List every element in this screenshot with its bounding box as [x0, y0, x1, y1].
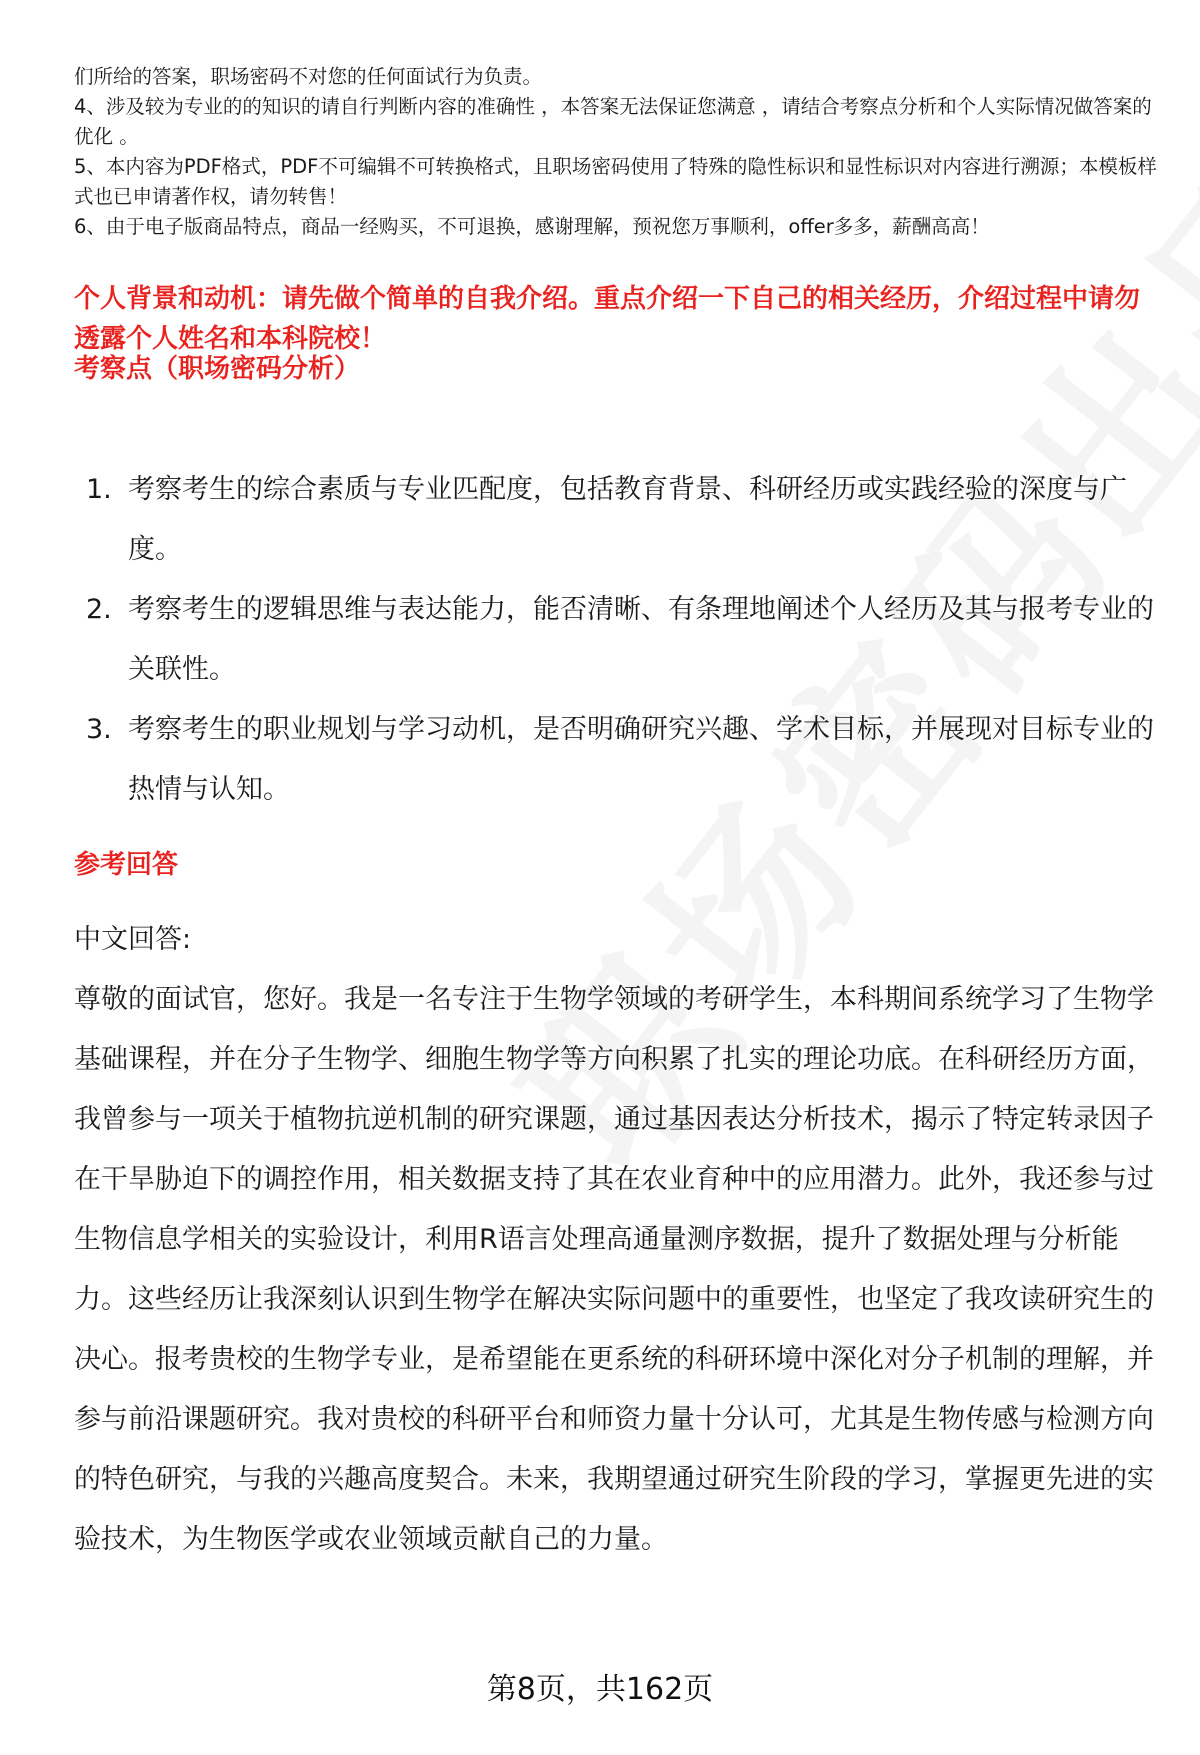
answer-label: 中文回答: [74, 924, 192, 955]
notice-block [74, 62, 1164, 242]
reference-heading: 参考回答 [74, 850, 179, 880]
answer-block [74, 910, 1154, 1570]
analysis-heading: 考察点（职场密码分析） [74, 354, 361, 384]
question-heading: 个人背景和动机：请先做个简单的自我介绍。重点介绍一下自己的相关经历，介绍过程中请勿透露个人姓名和本科院校！ [74, 284, 1141, 354]
point-number: 3. [86, 714, 112, 745]
point-text: 考察考生的职业规划与学习动机，是否明确研究兴趣、学术目标，并展现对目标专业的热情与认知。 [128, 714, 1154, 805]
analysis-points [74, 460, 1154, 820]
analysis-point [74, 460, 1154, 580]
analysis-point [74, 700, 1154, 820]
notice-line: 5、本内容为PDF格式，PDF不可编辑不可转换格式，且职场密码使用了特殊的隐性标识和显性标识对内容进行溯源；本模板样式也已申请著作权，请勿转售！ [74, 155, 1157, 208]
point-text: 考察考生的综合素质与专业匹配度，包括教育背景、科研经历或实践经验的深度与广度。 [128, 474, 1127, 565]
answer-body: 尊敬的面试官，您好。我是一名专注于生物学领域的考研学生，本科期间系统学习了生物学基础课程，并在分子生物学、细胞生物学等方向积累了扎实的理论功底。在科研经历方面，我曾参与一项关于植物抗逆机制的研究课题，通过基因表达分析技术，揭示了特定转录因子在干旱胁迫下的调控作用，相关数据支持了其在农业育种中的应用潜力。此外，我还参与过生物信息学相关的实验设计，利用R语言处理高通量测序数据，提升了数据处理与分析能力。这些经历让我深刻认识到生物学在解决实际问题中的重要性，也坚定了我攻读研究生的决心。报考贵校的生物学专业，是希望能在更系统的科研环境中深化对分子机制的理解，并参与前沿课题研究。我对贵校的科研平台和师资力量十分认可，尤其是生物传感与检测方向的特色研究，与我的兴趣高度契合。未来，我期望通过研究生阶段的学习，掌握更先进的实验技术，为生物医学或农业领域贡献自己的力量。 [74, 984, 1154, 1555]
point-number: 2. [86, 594, 112, 625]
analysis-point [74, 580, 1154, 700]
notice-line: 6、由于电子版商品特点，商品一经购买，不可退换，感谢理解，预祝您万事顺利，offer多多，薪酬高高！ [74, 215, 990, 238]
notice-line: 4、涉及较为专业的的知识的请自行判断内容的准确性 ，本答案无法保证您满意 ，请结合考察点分析和个人实际情况做答案的优化 。 [74, 95, 1152, 148]
page-footer: 第8页，共162页 [486, 1672, 714, 1707]
point-text: 考察考生的逻辑思维与表达能力，能否清晰、有条理地阐述个人经历及其与报考专业的关联性。 [128, 594, 1154, 685]
point-number: 1. [86, 474, 112, 505]
notice-line: 们所给的答案，职场密码不对您的任何面试行为负责。 [74, 65, 543, 88]
